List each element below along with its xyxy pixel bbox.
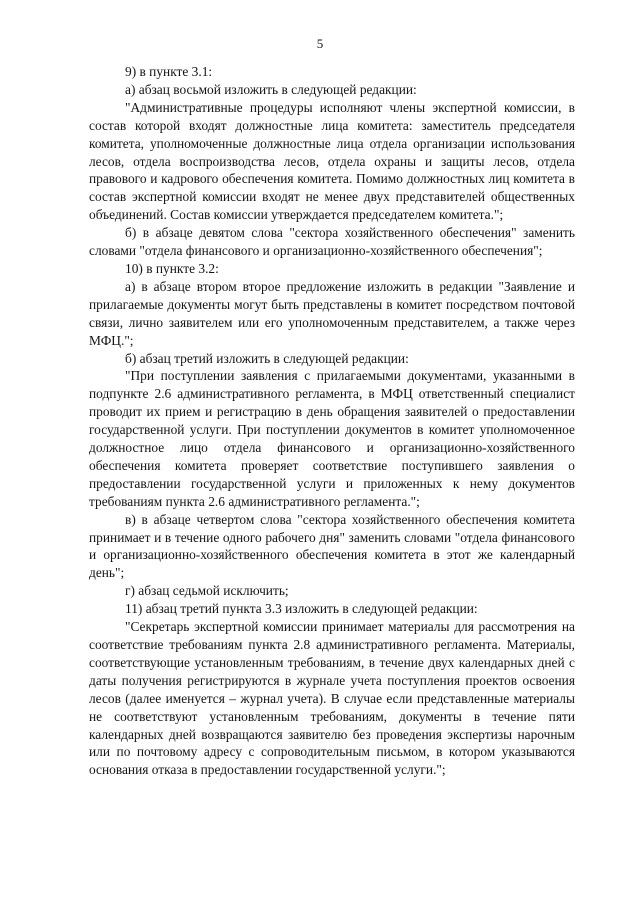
paragraph-item-11: 11) абзац третий пункта 3.3 изложить в следующей редакции: bbox=[125, 601, 478, 617]
paragraph-subitem-9b: б) в абзаце девятом слова "сектора хозяйственного обеспечения" заменить словами "отдела финансового и организационно-хозяйственного обеспечения"; bbox=[89, 225, 575, 259]
paragraph-subitem-10a: а) в абзаце втором второе предложение изложить в редакции "Заявление и прилагаемые документы могут быть представлены в комитет посредством почтовой связи, лично заявителем или его уполномоченным представителем, а также через МФЦ."; bbox=[89, 278, 575, 348]
paragraph-quote-3-1: "Административные процедуры исполняют члены экспертной комиссии, в состав которой входят должностные лица комитета: заместитель председателя комитета, уполномоченные должностные лица отдела организации использования лесов, отдела воспроизводства лесов, отдела охраны и защиты лесов, отдела правового и кадрового обеспечения комитета. Помимо должностных лиц комитета в состав экспертной комиссии входят не менее двух представителей общественных объединений. Состав комиссии утверждается председателем комитета."; bbox=[89, 99, 575, 223]
paragraph-subitem-9a: а) абзац восьмой изложить в следующей редакции: bbox=[125, 81, 417, 97]
paragraph-item-9: 9) в пункте 3.1: bbox=[125, 64, 213, 79]
paragraph-quote-3-2: "При поступлении заявления с прилагаемыми документами, указанными в подпункте 2.6 административного регламента, в МФЦ ответственный специалист проводит их прием и регистрацию в день обращения заявителей о предоставлении государственной услуги. При поступлении документов в комитет уполномоченное должностное лицо отдела финансового и организационно-хозяйственного обеспечения комитета проверяет соответствие поступившего заявления о предоставлении государственной услуги и приложенных к нему документов требованиям пункта 2.6 административного регламента."; bbox=[89, 368, 575, 509]
paragraph-item-10: 10) в пункте 3.2: bbox=[125, 260, 219, 276]
paragraph-quote-3-3: "Секретарь экспертной комиссии принимает материалы для рассмотрения на соответствие требованиям пункта 2.8 административного регламента. Материалы, соответствующие установленным требованиям, в течение двух календарных дней с даты получения регистрируются в журнале учета поступления проектов освоения лесов (далее именуется – журнал учета). В случае если представленные материалы не соответствуют установленным требованиям, документы в течение пяти календарных дней возвращаются заявителю без проведения экспертизы нарочным или по почтовому адресу с сопроводительным письмом, в котором указываются основания отказа в предоставлении государственной услуги."; bbox=[89, 619, 575, 778]
page-number: 5 bbox=[316, 36, 324, 51]
paragraph-subitem-10b: б) абзац третий изложить в следующей редакции: bbox=[125, 350, 409, 366]
paragraph-subitem-10g: г) абзац седьмой исключить; bbox=[125, 583, 289, 599]
paragraph-subitem-10v: в) в абзаце четвертом слова "сектора хозяйственного обеспечения комитета принимает и в течение одного рабочего дня" заменить словами "отдела финансового и организационно-хозяйственного обеспечения комитета в этот же календарный день"; bbox=[89, 511, 575, 581]
document-body bbox=[89, 63, 575, 779]
